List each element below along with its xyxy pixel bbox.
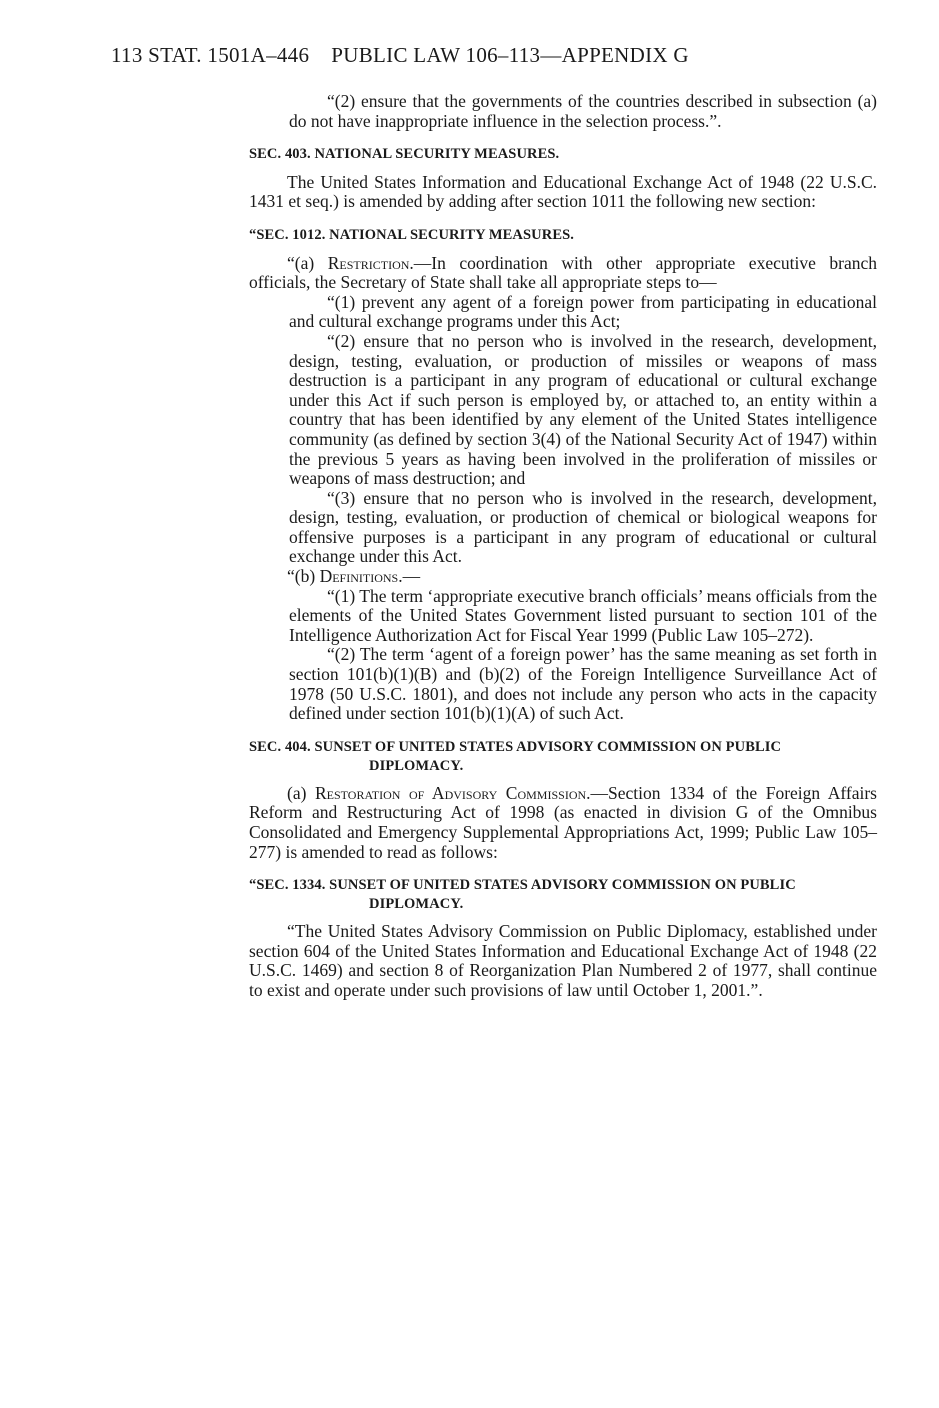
document-body [249, 92, 877, 1001]
subsection-b-caption: Definitions. [319, 566, 403, 587]
section-404-heading: SEC. 404. SUNSET OF UNITED STATES ADVISORY COMMISSION ON PUBLIC DIPLOMACY. [249, 738, 782, 774]
section-404a-label: (a) [287, 782, 315, 803]
section-404a-text: —Section 1334 of the Foreign Affairs Reform and Restructuring Act of 1998 (as enacted in division G of the Omnibus Consolidated and Emergency Supplemental Appropriations Act, 1999; Public Law 105–277) is amended to read as follows: [249, 782, 877, 862]
subsection-a-label: “(a) [287, 252, 328, 273]
paragraph-b2: “(2) The term ‘agent of a foreign power’ has the same meaning as set forth in section 101(b)(1)(B) and (b)(2) of the Foreign Intelligence Surveillance Act of 1978 (50 U.S.C. 1801), and does not include any person who acts in the capacity defined under section 101(b)(1)(A) of such Act. [289, 644, 877, 724]
paragraph-a2: “(2) ensure that no person who is involved in the research, development, design, testing, evaluation, or production of missiles or weapons of mass destruction is a participant in any program of educational or cultural exchange under this Act if such person is employed by, or attached to, an entity within a country that has been identified by any element of the United States intelligence community (as defined by section 3(4) of the National Security Act of 1947) within the previous 5 years as having been involved in the proliferation of missiles or weapons of mass destruction; and [289, 330, 877, 489]
paragraph-selection-process: “(2) ensure that the governments of the countries described in subsection (a) do not have inappropriate influence in the selection process.”. [289, 91, 877, 131]
subsection-b-label: “(b) [287, 566, 320, 587]
section-1334-text: “The United States Advisory Commission on Public Diplomacy, established under section 604 of the United States Information and Educational Exchange Act of 1948 (22 U.S.C. 1469) and section 8 of Reorganization Plan Numbered 2 of 1977, shall continue to exist and operate under such provisions of law until October 1, 2001.”. [249, 921, 877, 1000]
paragraph-a1: “(1) prevent any agent of a foreign power from participating in educational and cultural exchange programs under this Act; [289, 291, 877, 332]
section-403-text: The United States Information and Educational Exchange Act of 1948 (22 U.S.C. 1431 et seq.) is amended by adding after section 1011 the following new section: [249, 171, 877, 212]
paragraph-a3: “(3) ensure that no person who is involved in the research, development, design, testing, evaluation, or production of chemical or biological weapons for offensive purposes is a participant in any program of educational or cultural exchange under this Act. [289, 487, 877, 567]
section-403-heading: SEC. 403. NATIONAL SECURITY MEASURES. [249, 146, 560, 163]
section-404-subsection-a [249, 784, 877, 862]
statute-citation: 113 STAT. 1501A–446 [111, 43, 310, 67]
section-1012-heading: “SEC. 1012. NATIONAL SECURITY MEASURES. [249, 226, 574, 243]
law-title: PUBLIC LAW 106–113—APPENDIX G [331, 43, 689, 67]
section-1334-heading: “SEC. 1334. SUNSET OF UNITED STATES ADVISORY COMMISSION ON PUBLIC DIPLOMACY. [249, 877, 796, 913]
paragraph-b1: “(1) The term ‘appropriate executive branch officials’ means officials from the elements of the United States Government listed pursuant to section 101 of the Intelligence Authorization Act for Fiscal Year 1999 (Public Law 105–272). [289, 585, 877, 645]
section-404a-caption: Restoration of Advisory Commission. [314, 782, 591, 803]
subsection-b-dash: — [402, 566, 421, 587]
subsection-b-definitions [249, 567, 877, 587]
subsection-a-caption: Restriction. [327, 252, 414, 273]
subsection-a-text: —In coordination with other appropriate executive branch officials, the Secretary of State shall take all appropriate steps to— [249, 252, 877, 293]
running-header [111, 43, 689, 68]
subsection-a-restriction [249, 254, 877, 293]
